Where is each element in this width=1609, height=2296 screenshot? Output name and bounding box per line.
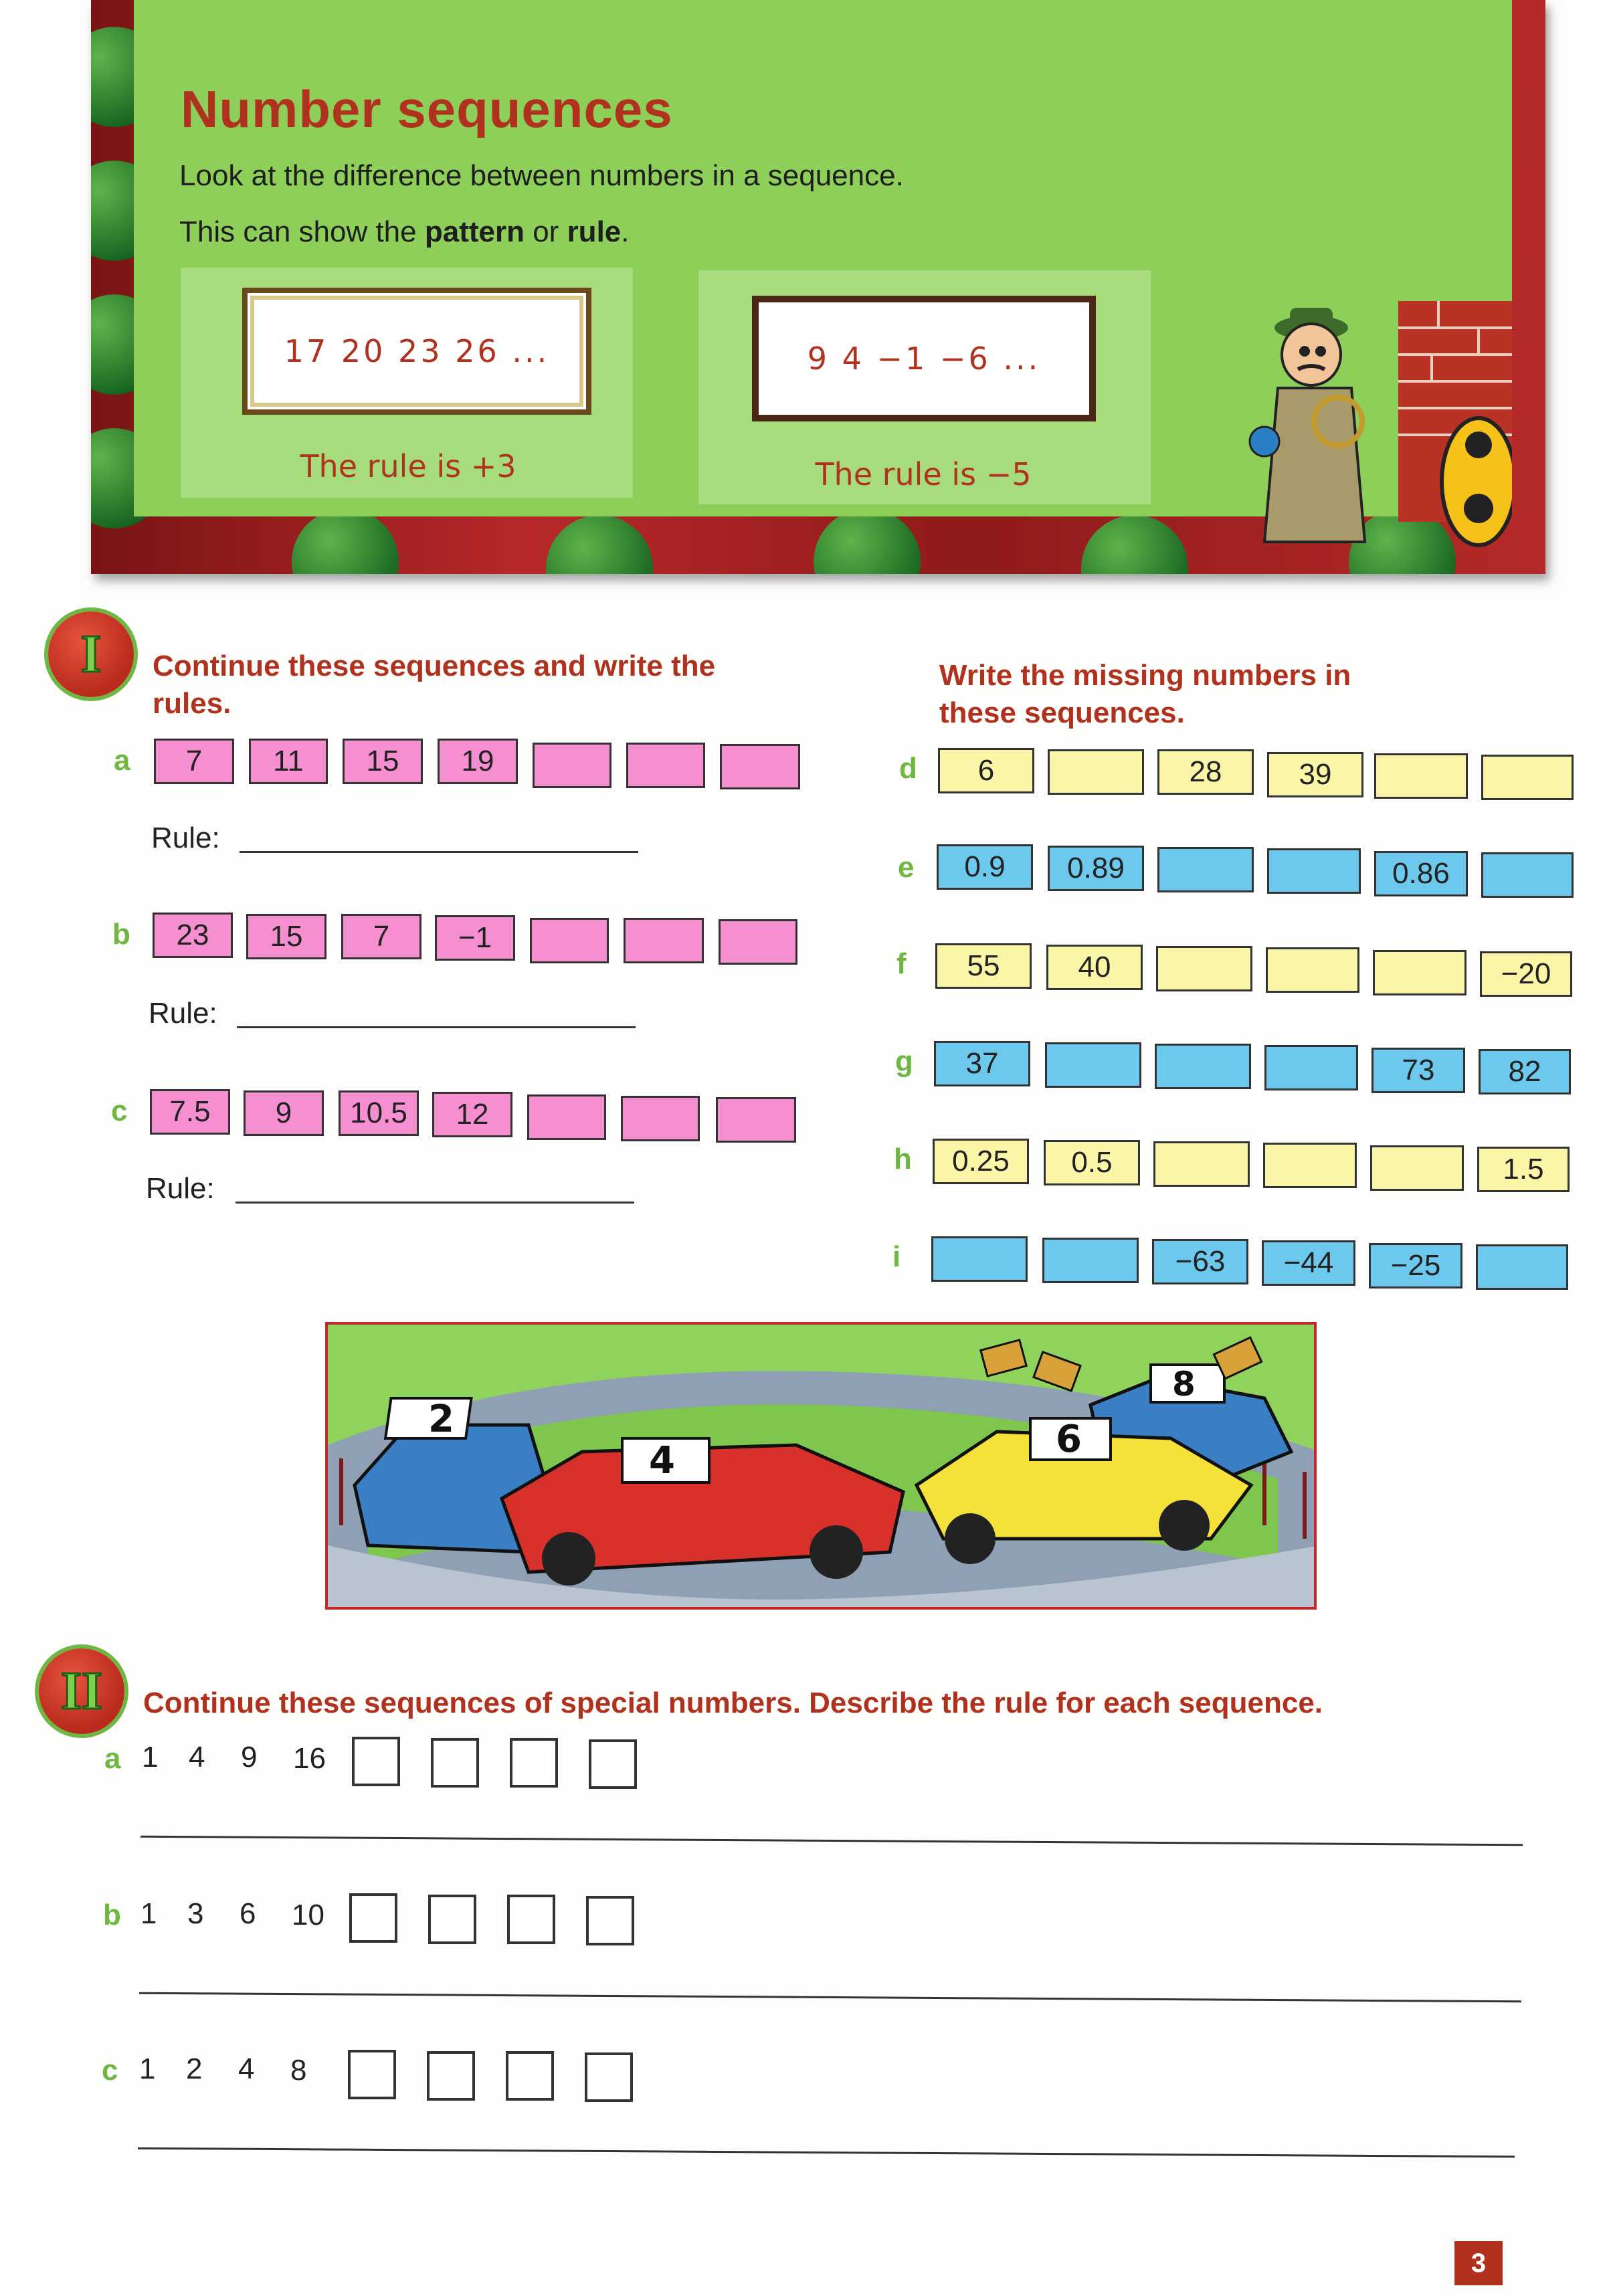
seq-2c-num-3: 4 <box>238 2052 255 2085</box>
row-letter-f: f <box>896 947 907 980</box>
seq-c-answer-1[interactable] <box>527 1094 606 1140</box>
row-letter-2c: c <box>102 2054 118 2087</box>
seq-c-answer-2[interactable] <box>621 1096 700 1141</box>
row-letter-c: c <box>111 1094 128 1127</box>
seq-h-cell-2: 0.5 <box>1044 1140 1140 1185</box>
row-letter-2a: a <box>104 1742 121 1775</box>
seq-g-cell-5: 73 <box>1371 1048 1465 1093</box>
seq-e-cell-6[interactable] <box>1481 852 1574 898</box>
seq-d-cell-6[interactable] <box>1481 755 1574 800</box>
seq-g-cell-4[interactable] <box>1264 1045 1358 1090</box>
seq-2c-num-4: 8 <box>290 2054 307 2087</box>
row-letter-h: h <box>894 1143 912 1175</box>
seq-a-cell-2: 11 <box>249 739 328 784</box>
row-letter-b: b <box>112 918 130 951</box>
rule-label-a: Rule: <box>151 822 220 854</box>
row-letter-d: d <box>899 752 917 785</box>
seq-a-cell-4: 19 <box>438 739 518 784</box>
row-letter-g: g <box>895 1045 913 1078</box>
seq-b-answer-3[interactable] <box>719 919 797 965</box>
seq-2c-num-1: 1 <box>139 2052 156 2085</box>
seq-e-cell-1: 0.9 <box>937 844 1033 890</box>
seq-b-cell-2: 15 <box>246 914 326 959</box>
answer-line-2c[interactable] <box>138 2147 1515 2158</box>
example-sequence-1: 17 20 23 26 ... <box>284 333 550 369</box>
svg-text:2: 2 <box>428 1398 454 1441</box>
seq-g-cell-1: 37 <box>934 1041 1030 1086</box>
seq-2b-answer-3[interactable] <box>507 1895 555 1944</box>
seq-2b-answer-2[interactable] <box>428 1895 476 1944</box>
seq-c-cell-3: 10.5 <box>339 1090 419 1136</box>
seq-2a-num-1: 1 <box>142 1741 159 1774</box>
example-rule-2: The rule is −5 <box>815 456 1032 492</box>
seq-f-cell-1: 55 <box>935 943 1032 989</box>
seq-d-cell-5[interactable] <box>1374 753 1468 799</box>
seq-2a-num-4: 16 <box>293 1742 326 1775</box>
example-frame-2 <box>752 296 1096 421</box>
seq-2c-answer-1[interactable] <box>348 2050 396 2099</box>
section-1-badge: I <box>48 611 134 697</box>
seq-d-cell-1: 6 <box>938 748 1034 793</box>
seq-h-cell-6: 1.5 <box>1477 1147 1570 1192</box>
decor-ball <box>546 515 653 574</box>
seq-2b-num-3: 6 <box>240 1897 256 1930</box>
seq-h-cell-4[interactable] <box>1263 1143 1357 1188</box>
seq-2a-num-2: 4 <box>189 1741 205 1774</box>
seq-f-cell-6: −20 <box>1480 951 1572 997</box>
seq-2a-answer-2[interactable] <box>431 1738 479 1788</box>
decor-ball <box>814 508 921 574</box>
answer-line-2b[interactable] <box>139 1992 1521 2003</box>
seq-h-cell-3[interactable] <box>1153 1141 1250 1187</box>
rule-label-c: Rule: <box>146 1172 215 1205</box>
svg-text:6: 6 <box>1056 1418 1082 1461</box>
row-letter-i: i <box>892 1240 901 1273</box>
seq-g-cell-3[interactable] <box>1155 1044 1251 1089</box>
seq-2a-answer-3[interactable] <box>510 1738 558 1788</box>
seq-2c-answer-3[interactable] <box>506 2051 554 2101</box>
seq-e-cell-2: 0.89 <box>1048 846 1144 891</box>
seq-f-cell-2: 40 <box>1046 945 1143 990</box>
seq-2b-num-4: 10 <box>292 1899 324 1931</box>
page-title: Number sequences <box>181 80 673 138</box>
seq-i-cell-5: −25 <box>1369 1243 1462 1288</box>
seq-2c-answer-2[interactable] <box>427 2051 475 2101</box>
seq-c-answer-3[interactable] <box>716 1097 796 1143</box>
detective-illustration <box>1238 288 1512 555</box>
seq-i-cell-3: −63 <box>1152 1239 1248 1284</box>
seq-b-answer-1[interactable] <box>530 918 609 963</box>
seq-i-cell-1[interactable] <box>931 1236 1028 1282</box>
seq-d-cell-3: 28 <box>1157 749 1254 795</box>
seq-f-cell-4[interactable] <box>1266 947 1359 993</box>
race-illustration <box>325 1322 1317 1610</box>
seq-2b-num-2: 3 <box>187 1897 204 1930</box>
seq-2b-num-1: 1 <box>140 1897 157 1930</box>
seq-i-cell-4: −44 <box>1262 1240 1355 1286</box>
seq-i-cell-2[interactable] <box>1042 1238 1139 1283</box>
section-1-right-title: Write the missing numbers in these sequences. <box>939 659 1351 729</box>
seq-2c-num-2: 2 <box>186 2052 203 2085</box>
seq-a-answer-3[interactable] <box>720 744 800 789</box>
rule-line-b[interactable] <box>237 1026 636 1028</box>
seq-2b-answer-4[interactable] <box>586 1896 634 1945</box>
section-2-badge: II <box>39 1648 124 1734</box>
example-sequence-2: 9 4 −1 −6 ... <box>807 341 1041 377</box>
svg-text:4: 4 <box>649 1439 675 1482</box>
seq-b-answer-2[interactable] <box>624 918 704 963</box>
section-1-left-title: Continue these sequences and write the rules. <box>153 650 716 720</box>
intro-line-1: Look at the difference between numbers in a sequence. <box>179 159 904 192</box>
seq-a-answer-1[interactable] <box>533 743 611 788</box>
seq-f-cell-3[interactable] <box>1156 946 1252 991</box>
seq-f-cell-5[interactable] <box>1373 950 1466 995</box>
row-letter-a: a <box>114 744 130 777</box>
rule-line-a[interactable] <box>240 851 638 853</box>
seq-e-cell-4[interactable] <box>1267 848 1361 894</box>
seq-c-cell-1: 7.5 <box>150 1089 230 1135</box>
seq-b-cell-3: 7 <box>341 914 421 959</box>
seq-2a-answer-1[interactable] <box>352 1737 400 1786</box>
decor-ball <box>292 508 399 574</box>
page-number: 3 <box>1454 2241 1503 2285</box>
seq-g-cell-2[interactable] <box>1045 1042 1141 1088</box>
seq-c-cell-4: 12 <box>432 1092 512 1137</box>
answer-line-2a[interactable] <box>140 1836 1523 1846</box>
seq-e-cell-3[interactable] <box>1157 847 1254 892</box>
seq-h-cell-1: 0.25 <box>933 1139 1029 1184</box>
seq-a-cell-1: 7 <box>154 739 234 784</box>
seq-g-cell-6: 82 <box>1479 1049 1571 1094</box>
intro-line-2: This can show the pattern or rule. <box>179 215 630 248</box>
seq-b-cell-1: 23 <box>153 913 233 958</box>
seq-h-cell-5[interactable] <box>1370 1145 1464 1191</box>
seq-2a-num-3: 9 <box>241 1741 258 1774</box>
seq-b-cell-4: −1 <box>435 915 515 961</box>
rule-label-b: Rule: <box>149 997 217 1030</box>
example-frame-1 <box>242 288 591 415</box>
section-2-title: Continue these sequences of special numbers. Describe the rule for each sequence. <box>143 1687 1323 1719</box>
seq-2a-answer-4[interactable] <box>589 1739 637 1789</box>
seq-2b-answer-1[interactable] <box>349 1893 397 1943</box>
rule-line-c[interactable] <box>235 1202 634 1204</box>
decor-ball <box>1081 515 1188 574</box>
seq-a-answer-2[interactable] <box>626 743 705 788</box>
seq-i-cell-6[interactable] <box>1476 1244 1568 1290</box>
seq-2c-answer-4[interactable] <box>585 2052 633 2102</box>
seq-d-cell-2[interactable] <box>1048 749 1144 795</box>
seq-d-cell-4: 39 <box>1267 752 1363 797</box>
seq-c-cell-2: 9 <box>244 1090 324 1136</box>
seq-e-cell-5: 0.86 <box>1374 851 1468 896</box>
row-letter-e: e <box>898 851 915 884</box>
svg-text:8: 8 <box>1172 1365 1196 1404</box>
example-rule-1: The rule is +3 <box>300 448 516 484</box>
seq-a-cell-3: 15 <box>343 739 423 784</box>
row-letter-2b: b <box>103 1899 121 1931</box>
